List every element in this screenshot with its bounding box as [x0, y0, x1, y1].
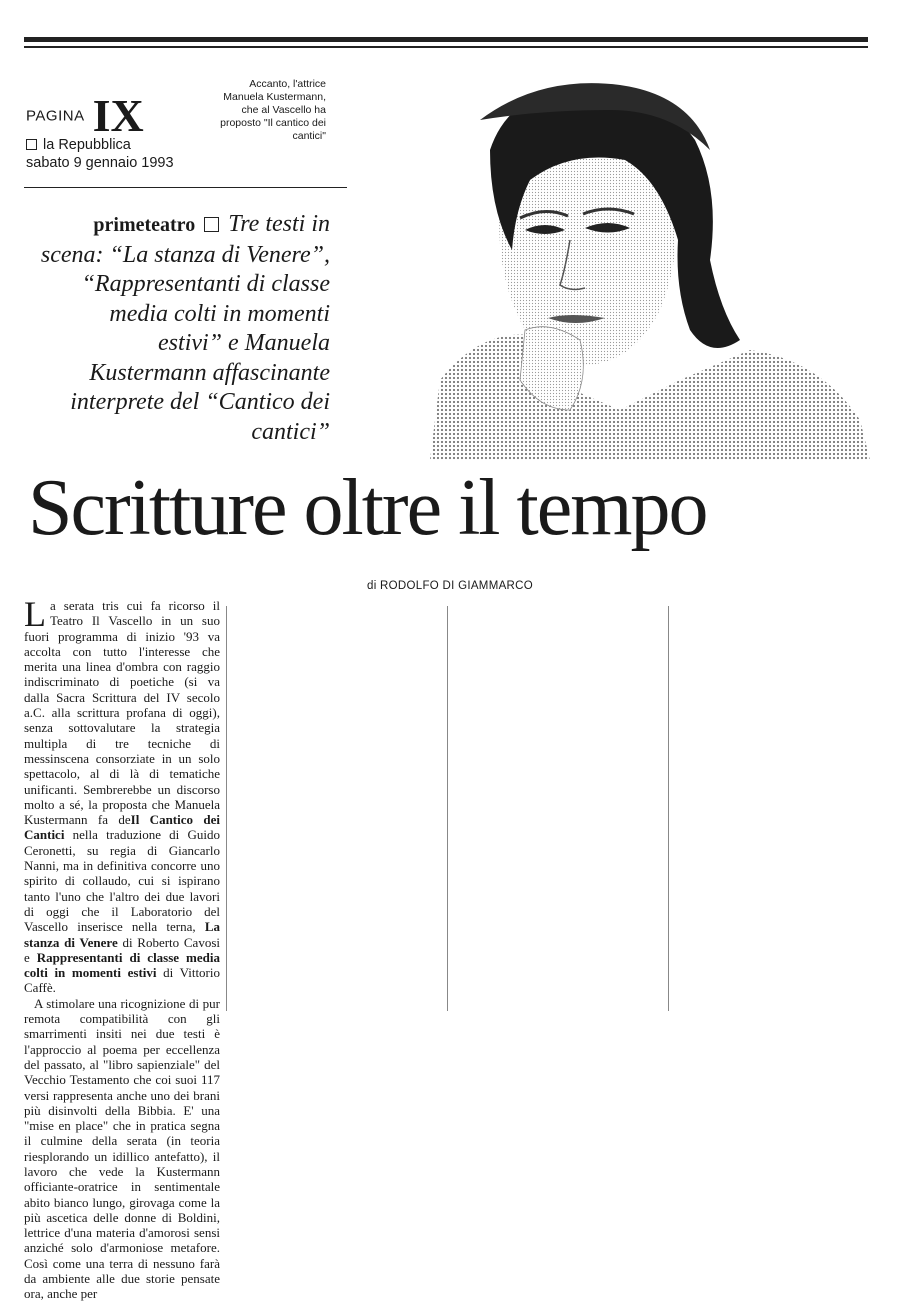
article-paragraph: A stimolare una ricognizione di pur remota compatibilità con gli smarrimenti insiti nei due testi è l'approccio al poema per eccellenza del passato, al "libro sapienziale" del Vecchio Testamento che coi suoi 117 versi rappresenta anche uno dei brani più disinvolti della Bibbia. E' una "mise en place" che in pratica segna il culmine della serata (in teoria riesplorando un idillico antefatto), il lavoro che vede la Kustermann officiante-oratrice in sentimentale abito bianco lungo, girovaga come la più ascetica delle donne di Boldini, lettrice d'una materia d'amorosi sensi anziché solo d'armoniose metafore. Così come una terra di nessuno farà da ambiente alle due storie pensate ora, anche per: [24, 995, 220, 1302]
headline: Scritture oltre il tempo: [28, 464, 707, 552]
kicker-text: Tre testi in scena: “La stanza di Venere”, “Rappresentanti di classe media colti in momenti estivi” e Manuela Kustermann affascinante interprete del “Cantico dei cantici”: [40, 211, 330, 445]
header-divider: [24, 187, 347, 188]
actress-photo: [420, 80, 880, 460]
pagina-label: PAGINA: [26, 107, 85, 125]
newspaper-name: la Repubblica: [43, 137, 131, 153]
article-column-1: [24, 594, 220, 1302]
square-bullet-icon: [204, 217, 219, 232]
drop-cap: L: [24, 594, 46, 634]
top-rule: [24, 37, 868, 48]
publication-date: sabato 9 gennaio 1993: [26, 155, 174, 171]
article-text: a serata tris cui fa ricorso il Teatro Il Vascello in un suo fuori programma di inizio '93 va accolta con tutto l'interesse che merita una linea d'ombra con raggio indiscriminato di poetiche (si va dalla Sacra Scrittura del IV secolo a.C. alla scrittura profana di oggi), senza sottovalutare la strategia multipla di tre tecniche di messinscena consorziate in un solo spettacolo, al di là di tematiche unificanti. Sembrerebbe un discorso molto a sé, la proposta che Manuela Kustermann fa de: [24, 598, 220, 828]
page-header: [26, 90, 226, 172]
column-divider: [668, 606, 669, 1011]
article-text: nella traduzione di Guido Ceronetti, su regia di Giancarlo Nanni, ma in definitiva concorre uno spirito di collaudo, cui si ispirano tanto l'uno che l'altro dei due lavori di oggi che il Laboratorio del Vascello inserisce nella terna,: [24, 827, 220, 935]
work-title: Il Cantico dei Cantici: [24, 812, 220, 843]
column-divider: [447, 606, 448, 1011]
page-number-line: [26, 90, 226, 141]
article-paragraph: [24, 594, 220, 996]
photo-caption: Accanto, l'attrice Manuela Kustermann, che al Vascello ha proposto "Il cantico dei cantici": [220, 78, 326, 142]
page-number: IX: [92, 90, 144, 141]
section-label: primeteatro: [93, 214, 196, 236]
newspaper-line: [26, 136, 226, 154]
work-title: Rappresentanti di classe media colti in momenti estivi: [24, 949, 220, 981]
article-text: di Roberto Cavosi e: [24, 934, 220, 965]
column-divider: [226, 606, 227, 1011]
work-title: La stanza di Venere: [24, 919, 220, 950]
byline: di RODOLFO DI GIAMMARCO: [367, 580, 533, 592]
article-text: di Vittorio Caffè.: [24, 965, 220, 996]
kicker: [40, 210, 330, 447]
square-bullet-icon: [26, 139, 37, 150]
